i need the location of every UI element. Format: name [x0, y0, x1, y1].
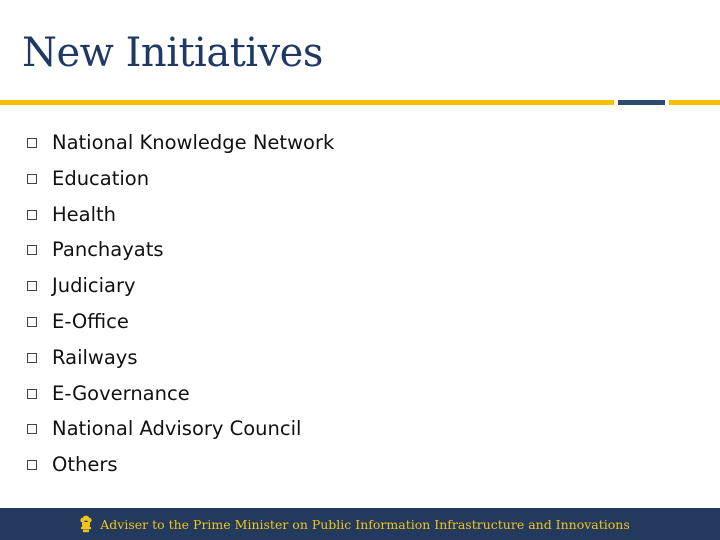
square-bullet-icon — [27, 281, 37, 291]
square-bullet-icon — [27, 138, 37, 148]
list-item-label: Others — [52, 453, 118, 477]
list-item-label: National Knowledge Network — [52, 131, 335, 154]
footer-banner — [0, 508, 720, 540]
title-divider-gold — [0, 100, 614, 105]
title-divider-gold-short — [669, 100, 720, 105]
initiatives-list — [0, 125, 720, 483]
list-item-label: E-Governance — [52, 381, 190, 405]
list-item — [0, 268, 720, 304]
slide-title: New Initiatives — [22, 30, 323, 76]
square-bullet-icon — [27, 245, 37, 255]
list-item — [0, 232, 720, 268]
square-bullet-icon — [27, 210, 37, 220]
list-item-label: E-Office — [52, 309, 129, 333]
list-item-label: Education — [52, 166, 150, 190]
square-bullet-icon — [27, 389, 37, 399]
list-item — [0, 447, 720, 483]
list-item — [0, 197, 720, 233]
title-divider-navy — [618, 100, 665, 105]
list-item-label: Railways — [52, 345, 138, 369]
list-item-label: Panchayats — [52, 238, 164, 262]
list-item — [0, 125, 720, 161]
footer-text: Adviser to the Prime Minister on Public Information Infrastructure and Innovations — [100, 516, 630, 532]
square-bullet-icon — [27, 353, 37, 363]
list-item — [0, 304, 720, 340]
square-bullet-icon — [27, 317, 37, 327]
list-item — [0, 340, 720, 376]
list-item — [0, 411, 720, 447]
national-emblem-icon — [80, 515, 92, 533]
list-item-label: Judiciary — [52, 274, 136, 298]
square-bullet-icon — [27, 174, 37, 184]
list-item-label: National Advisory Council — [52, 417, 302, 441]
list-item — [0, 376, 720, 412]
list-item-label: Health — [52, 202, 117, 226]
square-bullet-icon — [27, 460, 37, 470]
square-bullet-icon — [27, 424, 37, 434]
list-item — [0, 161, 720, 197]
